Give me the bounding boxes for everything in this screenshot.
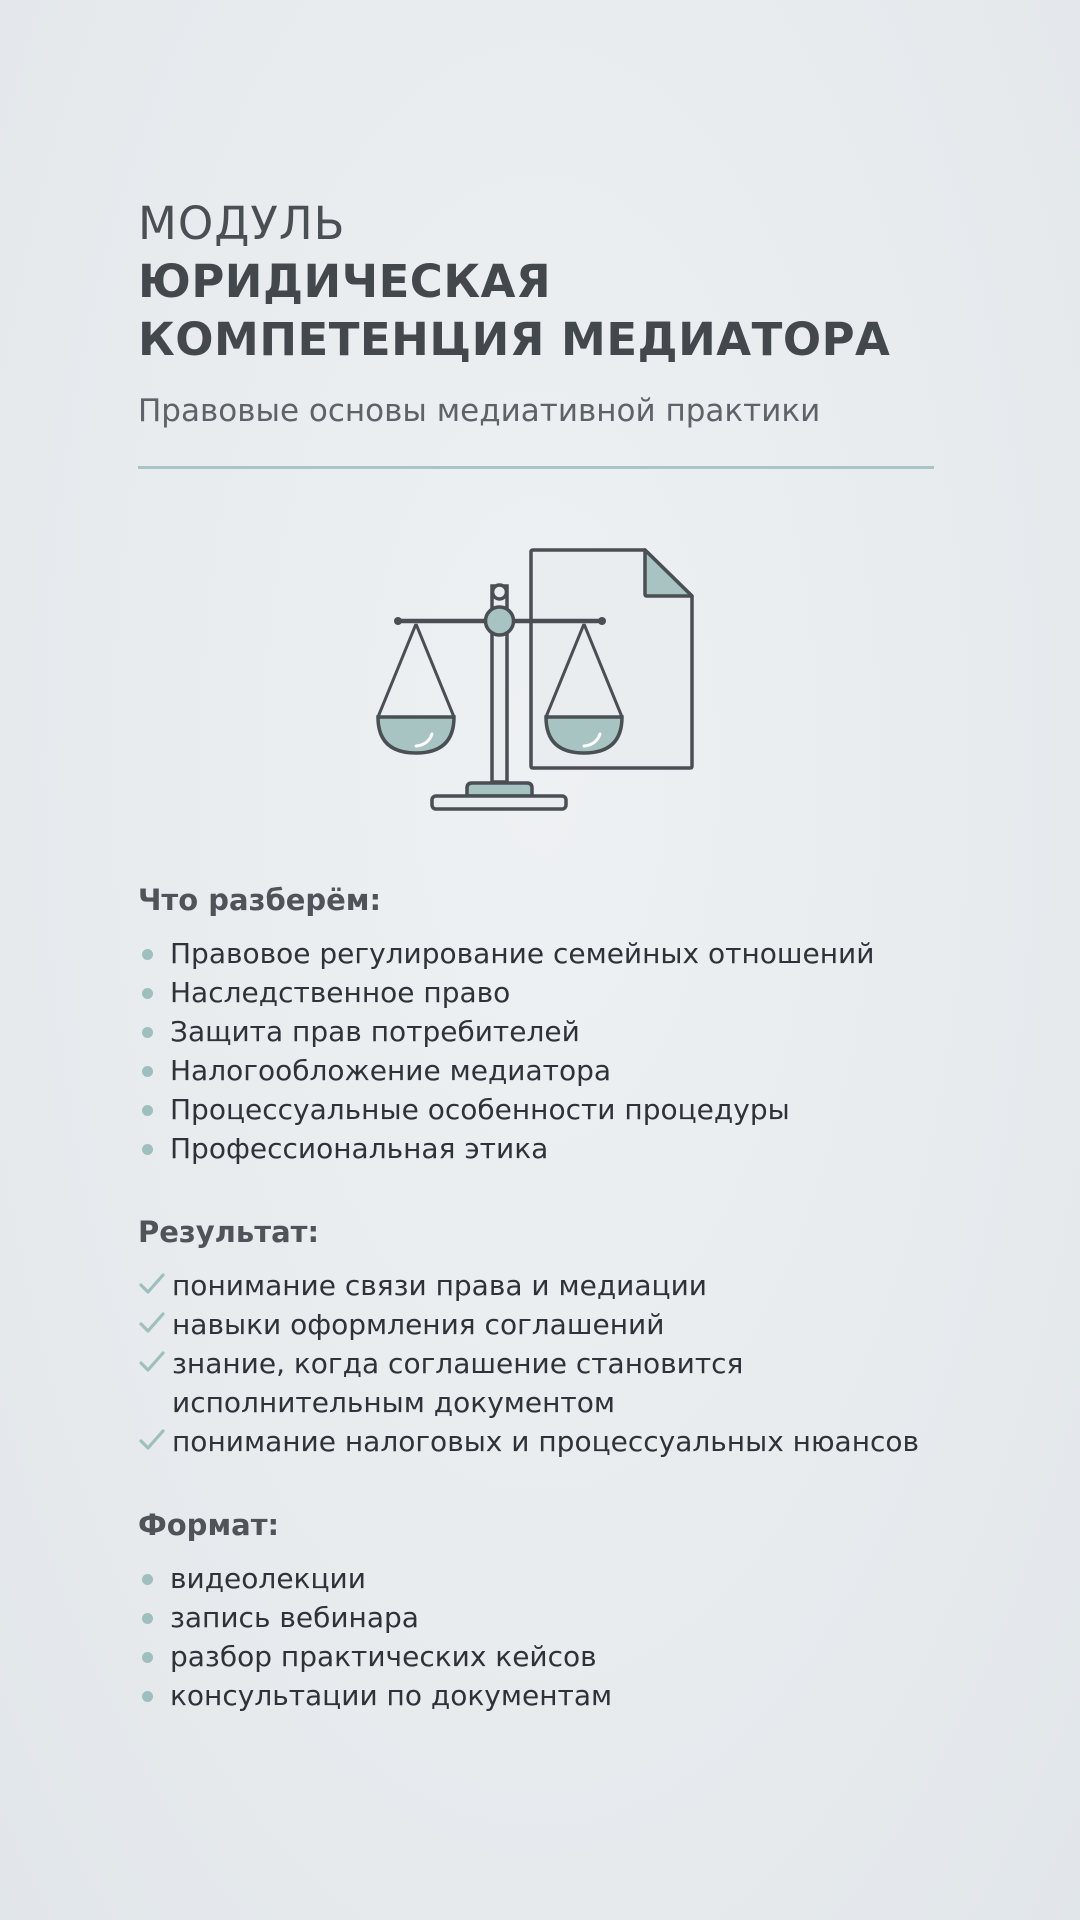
topics-list	[138, 934, 958, 1168]
list-item: навыки оформления соглашений	[138, 1305, 958, 1344]
title-line-competence: КОМПЕТЕНЦИЯ МЕДИАТОРА	[138, 313, 891, 366]
list-item: Профессиональная этика	[138, 1129, 958, 1168]
bullet-dot-icon	[142, 988, 153, 999]
header	[138, 195, 958, 433]
list-item: Налогообложение медиатора	[138, 1051, 958, 1090]
list-item: консультации по документам	[138, 1676, 958, 1715]
results-title: Результат:	[138, 1215, 320, 1249]
list-item: разбор практических кейсов	[138, 1637, 958, 1676]
list-item: запись вебинара	[138, 1598, 958, 1637]
checkmark-icon	[138, 1270, 166, 1298]
bullet-dot-icon	[142, 949, 153, 960]
title-line-legal: ЮРИДИЧЕСКАЯ	[138, 255, 552, 308]
bullet-dot-icon	[142, 1027, 153, 1038]
format-list	[138, 1559, 958, 1715]
bullet-dot-icon	[142, 1613, 153, 1624]
list-item: Защита прав потребителей	[138, 1012, 958, 1051]
checkmark-icon	[138, 1426, 166, 1454]
bullet-dot-icon	[142, 1691, 153, 1702]
list-item: Процессуальные особенности процедуры	[138, 1090, 958, 1129]
list-item-continuation: исполнительным документом	[172, 1386, 615, 1419]
bullet-dot-icon	[142, 1652, 153, 1663]
list-item: Правовое регулирование семейных отношений	[138, 934, 958, 973]
scales-of-justice-with-document-icon	[360, 540, 720, 820]
checkmark-icon	[138, 1309, 166, 1337]
results-list	[138, 1266, 958, 1461]
list-item: видеолекции	[138, 1559, 958, 1598]
bullet-dot-icon	[142, 1105, 153, 1116]
header-divider	[138, 466, 934, 469]
checkmark-icon	[138, 1348, 166, 1376]
title-line-module: МОДУЛЬ	[138, 197, 346, 250]
list-item: понимание налоговых и процессуальных нюансов	[138, 1422, 958, 1461]
topics-title: Что разберём:	[138, 883, 382, 917]
list-item: знание, когда соглашение становится	[138, 1344, 958, 1383]
subtitle: Правовые основы медиативной практики	[138, 393, 821, 429]
list-item: понимание связи права и медиации	[138, 1266, 958, 1305]
bullet-dot-icon	[142, 1144, 153, 1155]
bullet-dot-icon	[142, 1066, 153, 1077]
format-title: Формат:	[138, 1508, 280, 1542]
bullet-dot-icon	[142, 1574, 153, 1585]
list-item: Наследственное право	[138, 973, 958, 1012]
